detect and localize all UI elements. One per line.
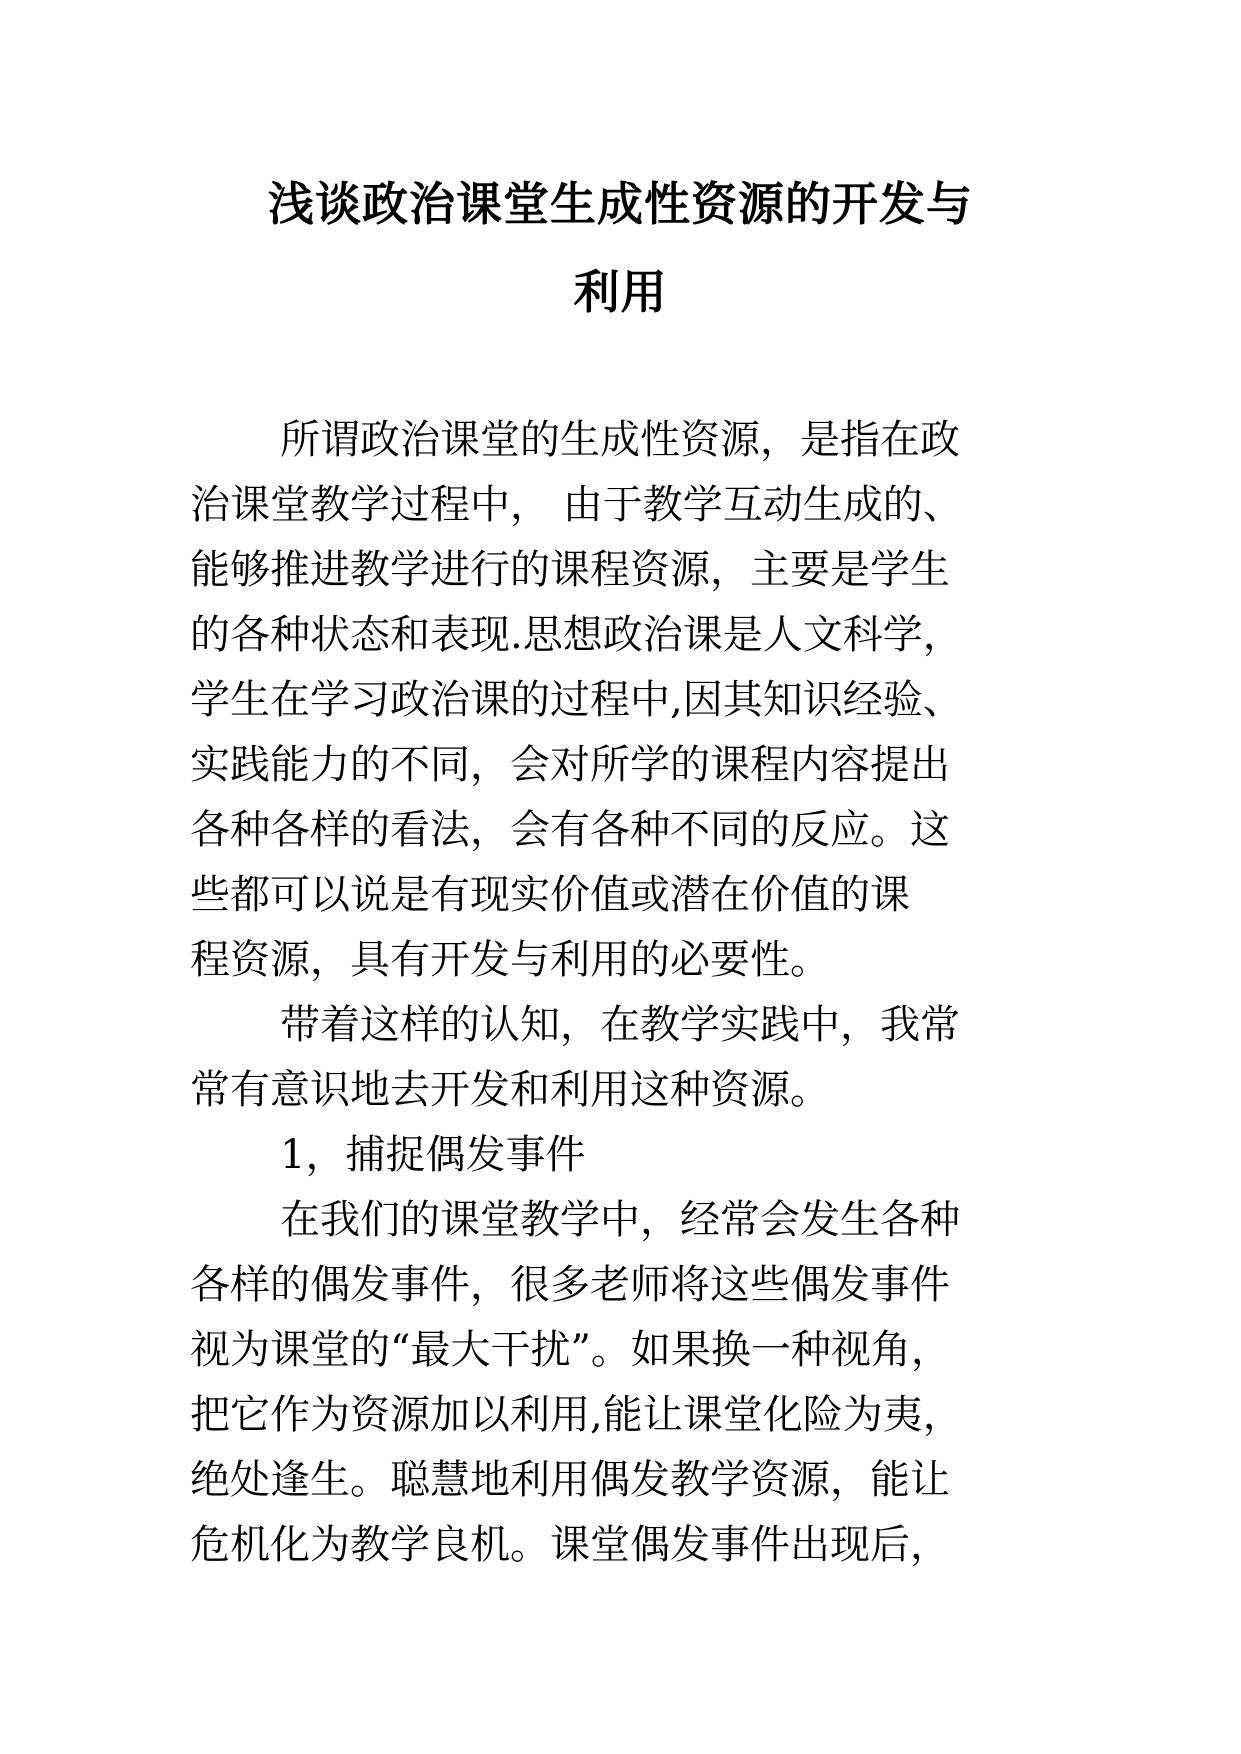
paragraph-line: 视为课堂的“最大干扰”。如果换一种视角， xyxy=(190,1327,951,1373)
paragraph-line: 带着这样的认知，在教学实践中，我常 xyxy=(280,1002,960,1048)
section-heading: 1，捕捉偶发事件 xyxy=(280,1132,586,1178)
paragraph-line: 能够推进教学进行的课程资源，主要是学生 xyxy=(190,547,950,593)
paragraph-line: 所谓政治课堂的生成性资源，是指在政 xyxy=(280,417,960,463)
paragraph-line: 各种各样的看法，会有各种不同的反应。这 xyxy=(190,807,950,853)
paragraph-line: 实践能力的不同，会对所学的课程内容提出 xyxy=(190,742,950,788)
paragraph-line: 把它作为资源加以利用,能让课堂化险为夷， xyxy=(190,1392,963,1438)
title-line-2: 利用 xyxy=(573,265,668,319)
paragraph-line: 危机化为教学良机。课堂偶发事件出现后， xyxy=(190,1522,950,1568)
paragraph-line: 治课堂教学过程中， 由于教学互动生成的、 xyxy=(190,482,963,528)
paragraph-line: 绝处逢生。聪慧地利用偶发教学资源，能让 xyxy=(190,1457,950,1503)
paragraph-line: 些都可以说是有现实价值或潜在价值的课 xyxy=(190,872,910,918)
paragraph-line: 常有意识地去开发和利用这种资源。 xyxy=(190,1067,830,1113)
document-title xyxy=(150,160,1091,336)
paragraph-line: 程资源，具有开发与利用的必要性。 xyxy=(190,937,830,983)
document-body xyxy=(190,408,1070,1578)
paragraph-line: 的各种状态和表现.思想政治课是人文科学， xyxy=(190,612,963,658)
title-line-1: 浅谈政治课堂生成性资源的开发与 xyxy=(268,177,973,231)
paragraph-line: 学生在学习政治课的过程中,因其知识经验、 xyxy=(190,677,963,723)
paragraph-line: 在我们的课堂教学中，经常会发生各种 xyxy=(280,1197,960,1243)
paragraph-line: 各样的偶发事件，很多老师将这些偶发事件 xyxy=(190,1262,950,1308)
